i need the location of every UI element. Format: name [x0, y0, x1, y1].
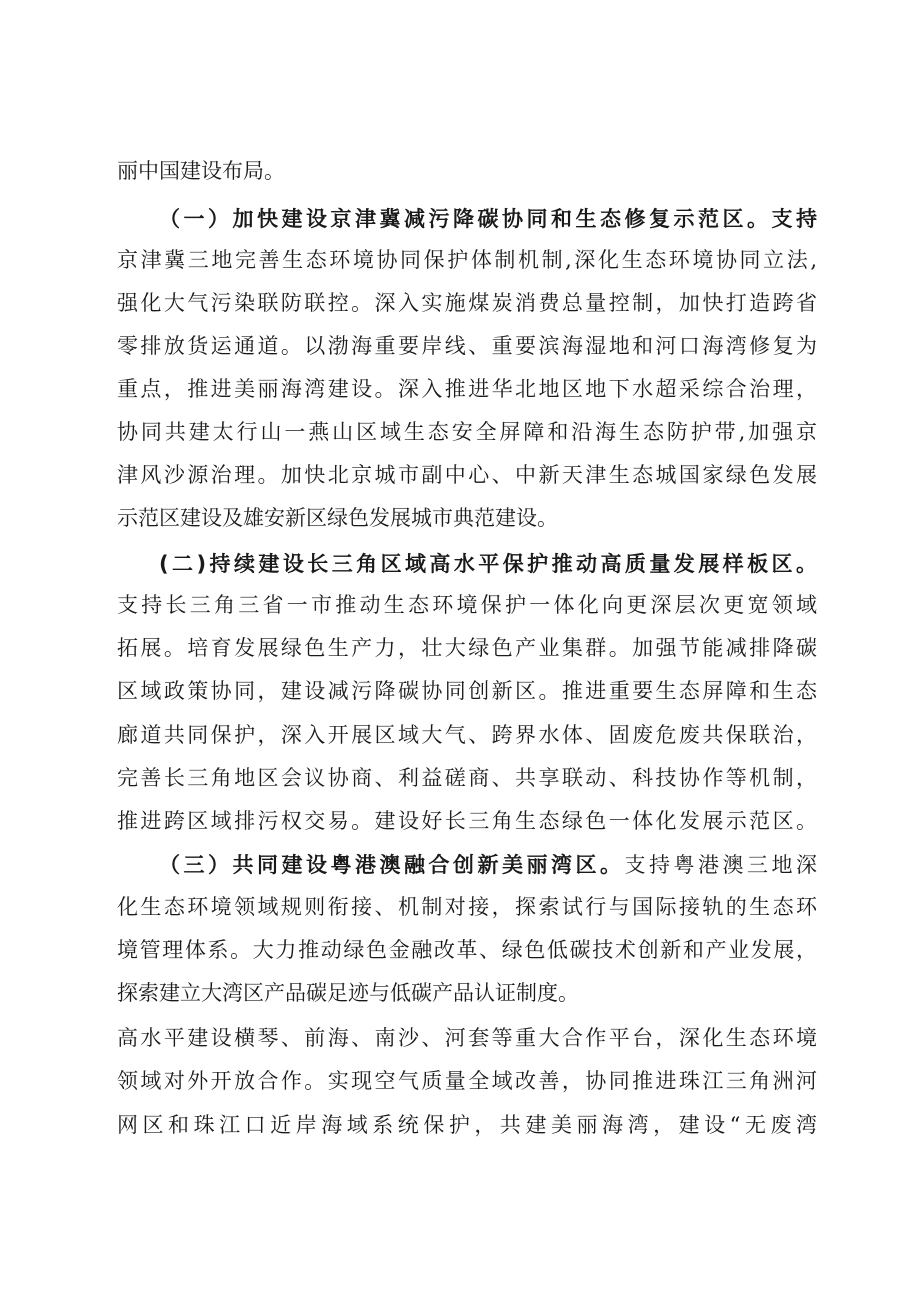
text-line: 推进跨区域排污权交易。建设好长三角生态绿色一体化发展示范区。 [117, 809, 817, 833]
text-line: 强化大气污染联防联控。深入实施煤炭消费总量控制，加快打造跨省 [117, 291, 817, 315]
text-line: 领域对外开放合作。实现空气质量全域改善，协同推进珠江三角洲河 [117, 1069, 817, 1093]
text-line: 境管理体系。大力推动绿色金融改革、绿色低碳技术创新和产业发展， [117, 938, 817, 962]
text-line: 廊道共同保护，深入开展区域大气、跨界水体、固废危废共保联治， [117, 723, 817, 747]
text-line: 高水平建设横琴、前海、南沙、河套等重大合作平台，深化生态环境 [117, 1026, 817, 1050]
text-line: 津风沙源治理。加快北京城市副中心、中新天津生态城国家绿色发展 [117, 463, 817, 487]
text-line: 网区和珠江口近岸海域系统保护，共建美丽海湾，建设“无废湾 [117, 1113, 817, 1137]
section-heading-3 [159, 846, 817, 884]
text-line: 探索建立大湾区产品碳足迹与低碳产品认证制度。 [117, 981, 579, 1005]
text-line: 化生态环境领域规则衔接、机制对接，探索试行与国际接轨的生态环 [117, 895, 817, 919]
heading-trailing-text: 支持粤港澳三地深 [624, 853, 817, 877]
heading-bold-text: （一）加快建设京津冀减污降碳协同和生态修复示范区。 [159, 207, 772, 231]
text-line: 丽中国建设布局。 [117, 159, 285, 183]
text-line: 协同共建太行山一燕山区域生态安全屏障和沿海生态防护带,加强京 [117, 420, 817, 444]
text-line: 重点，推进美丽海湾建设。深入推进华北地区地下水超采综合治理， [117, 377, 817, 401]
text-line: 示范区建设及雄安新区绿色发展城市典范建设。 [117, 506, 558, 530]
text-line: 支持长三角三省一市推动生态环境保护一体化向更深层次更宽领域 [117, 593, 817, 617]
text-line: 完善长三角地区会议协商、利益磋商、共享联动、科技协作等机制， [117, 766, 817, 790]
section-heading-1 [159, 200, 817, 238]
heading-bold-text: （三）共同建设粤港澳融合创新美丽湾区。 [159, 853, 625, 877]
heading-trailing-text: 支持 [771, 207, 817, 231]
section-heading-2 [159, 545, 817, 583]
text-line: 拓展。培育发展绿色生产力，壮大绿色产业集群。加强节能减排降碳 [117, 636, 817, 660]
text-line: 零排放货运通道。以渤海重要岸线、重要滨海湿地和河口海湾修复为 [117, 334, 817, 358]
heading-bold-text: (二)持续建设长三角区域高水平保护推动高质量发展样板区。 [159, 552, 817, 576]
text-line: 京津冀三地完善生态环境协同保护体制机制,深化生态环境协同立法, [117, 248, 817, 272]
text-line: 区域政策协同，建设减污降碳协同创新区。推进重要生态屏障和生态 [117, 679, 817, 703]
